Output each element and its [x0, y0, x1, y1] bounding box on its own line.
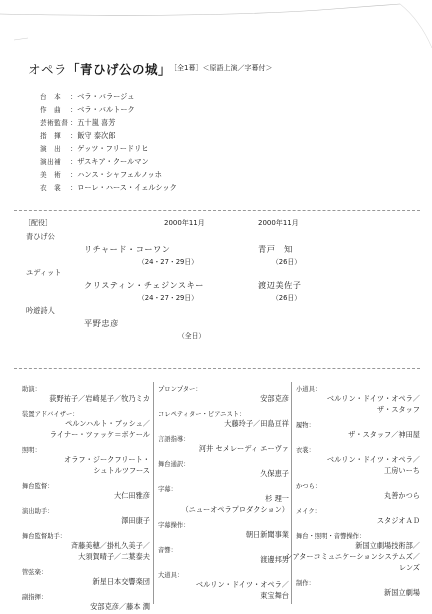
staff-role: 演出補: [40, 158, 62, 166]
credit-role: 舞台・照明・音響操作：: [296, 533, 366, 540]
staff-role: 演 出: [40, 145, 62, 153]
cast-dates: （26日）: [272, 258, 302, 266]
credit-role: 照明：: [22, 447, 41, 454]
cast-actor: リチャード・コーワン: [84, 244, 171, 254]
credit-name: 大仁田雅彦: [114, 491, 150, 500]
staff-row: [40, 156, 149, 167]
cast-actor: 青戸 知: [258, 244, 293, 254]
credit-name: 朝日新聞事業: [245, 530, 289, 539]
credit-name: ザ・スタッフ: [376, 405, 420, 414]
credit-name: 斉藤美穂／掛札久美子／: [70, 541, 150, 550]
credit-role: 大道具：: [158, 572, 184, 579]
credit-name: 久保恵子: [260, 469, 289, 478]
credit-name: ライナー・ツァッケ＝ボケール: [49, 430, 150, 439]
staff-row: [40, 169, 162, 180]
credit-role: 舞台監督助手：: [22, 533, 67, 540]
cast-dates: （24・27・29日）: [138, 294, 198, 302]
page-curl-decoration: [0, 0, 432, 48]
staff-row: [40, 104, 135, 115]
credit-name: （ニューオペラプロダクション）: [181, 505, 289, 514]
credit-name: 安部克彦: [260, 394, 289, 403]
credit-name: 渡邊邦男: [260, 555, 289, 564]
credit-name: 新国立劇場技術部／: [355, 541, 420, 550]
staff-name: ：ゲッツ・フリードリヒ: [70, 144, 149, 153]
credit-name: オラフ・ジークフリート・: [64, 455, 150, 464]
credit-name: 新星日本交響楽団: [92, 577, 150, 586]
credit-name: 杉 理一: [265, 494, 289, 503]
credit-name: 河井 セメレーディ エーヴァ: [198, 444, 289, 453]
credit-role: 字幕操作：: [158, 522, 190, 529]
staff-name: ：ベラ・バラージュ: [70, 92, 135, 101]
credit-role: コレペティター・ピアニスト：: [158, 411, 246, 418]
title-main: 「青ひげ公の城」: [67, 62, 172, 77]
credit-role: 舞台通訳：: [158, 461, 190, 468]
credit-name: 荻野祐子／岩崎晃子／牧乃ミカ: [49, 394, 150, 403]
credit-role: 字幕：: [158, 486, 177, 493]
staff-role: 美 術: [40, 171, 62, 179]
credit-role: 履物：: [296, 422, 315, 429]
cast-role: 青ひげ公: [26, 232, 55, 241]
staff-role: 作 曲: [40, 106, 62, 114]
staff-name: ：五十嵐 喜芳: [70, 118, 116, 127]
credit-name: ベルリン・ドイツ・オペラ／: [326, 455, 420, 464]
credit-name: 安部克彦／藤本 潤: [90, 602, 150, 611]
cast-date-2: 2000年11月: [258, 219, 299, 227]
credit-role: 副指揮：: [22, 594, 48, 601]
section-divider: [14, 210, 420, 211]
cast-dates: （26日）: [272, 294, 302, 302]
title-prefix: オペラ: [28, 62, 68, 77]
credit-name: ベルリン・ドイツ・オペラ／: [326, 394, 420, 403]
staff-role: 衣 裳: [40, 184, 62, 192]
staff-name: ：ハンス・シャフェルノッホ: [70, 170, 162, 179]
cast-label: ［配役］: [24, 219, 52, 227]
credit-role: メイク：: [296, 508, 321, 515]
cast-actor: 平野忠彦: [84, 318, 119, 328]
credit-name: ベルリン・ドイツ・オペラ／: [195, 580, 289, 589]
credit-name: ザ・スタッフ／神田屋: [348, 430, 420, 439]
staff-name: ：ベラ・バルトーク: [70, 105, 135, 114]
page-title: [28, 60, 171, 78]
column-divider: [153, 382, 154, 604]
staff-row: [40, 182, 177, 193]
credit-role: 言語指導：: [158, 436, 190, 443]
staff-role: 台 本: [40, 93, 62, 101]
credit-name: 澤田康子: [121, 516, 150, 525]
credit-role: 音響：: [158, 547, 177, 554]
cast-actor: クリスティン・チェジンスキー: [84, 280, 204, 290]
page-subtitle: ［全1幕］＜原語上演／字幕付＞: [170, 64, 273, 72]
staff-role: 芸術監督: [40, 119, 69, 127]
credit-role: 管弦楽：: [22, 569, 48, 576]
credit-name: スタジオＡＤ: [376, 516, 420, 525]
staff-row: [40, 91, 134, 102]
credit-role: 助演：: [22, 386, 41, 393]
credit-name: 大須賀晴子／二葉泰夫: [78, 552, 150, 561]
credit-name: レンズ: [398, 563, 420, 572]
credit-role: 舞台監督：: [22, 483, 54, 490]
credit-name: 丸善かつら: [384, 491, 420, 500]
credit-role: 演出助手：: [22, 508, 54, 515]
cast-actor: 渡辺美佐子: [258, 280, 302, 290]
credit-name: シアターコミュニケーションシステムズ／: [285, 552, 420, 561]
staff-name: ：ザスキア・クールマン: [70, 157, 149, 166]
staff-row: [40, 117, 115, 128]
credit-role: 制作：: [296, 580, 315, 587]
staff-role: 指 揮: [40, 132, 62, 140]
credit-role: 小道具：: [296, 386, 322, 393]
cast-role: 吟遊詩人: [26, 306, 55, 315]
staff-row: [40, 130, 115, 141]
cast-role: ユディット: [26, 268, 62, 277]
credit-role: 装置アドバイザー：: [22, 411, 79, 418]
staff-name: ：飯守 泰次郎: [70, 131, 116, 140]
credit-name: ペルンハルト・ブッシュ／: [65, 419, 150, 428]
cast-dates: （24・27・29日）: [138, 258, 198, 266]
credit-name: 新国立劇場: [384, 588, 420, 597]
credit-role: かつら：: [296, 483, 322, 490]
credit-role: 衣裳：: [296, 447, 315, 454]
cast-date-1: 2000年11月: [164, 219, 205, 227]
credit-role: プロンプター：: [158, 386, 202, 393]
credit-name: 東宝舞台: [260, 591, 289, 600]
credit-name: 大藤玲子／田島亘祥: [224, 419, 289, 428]
cast-dates: （全日）: [178, 332, 206, 340]
staff-row: [40, 143, 149, 154]
column-divider: [291, 382, 292, 604]
section-divider: [14, 368, 420, 369]
credit-name: 工房いーち: [384, 466, 420, 475]
credit-name: シュトルツフース: [93, 466, 150, 475]
staff-name: ：ローレ・ハース・イェルシック: [70, 183, 177, 192]
